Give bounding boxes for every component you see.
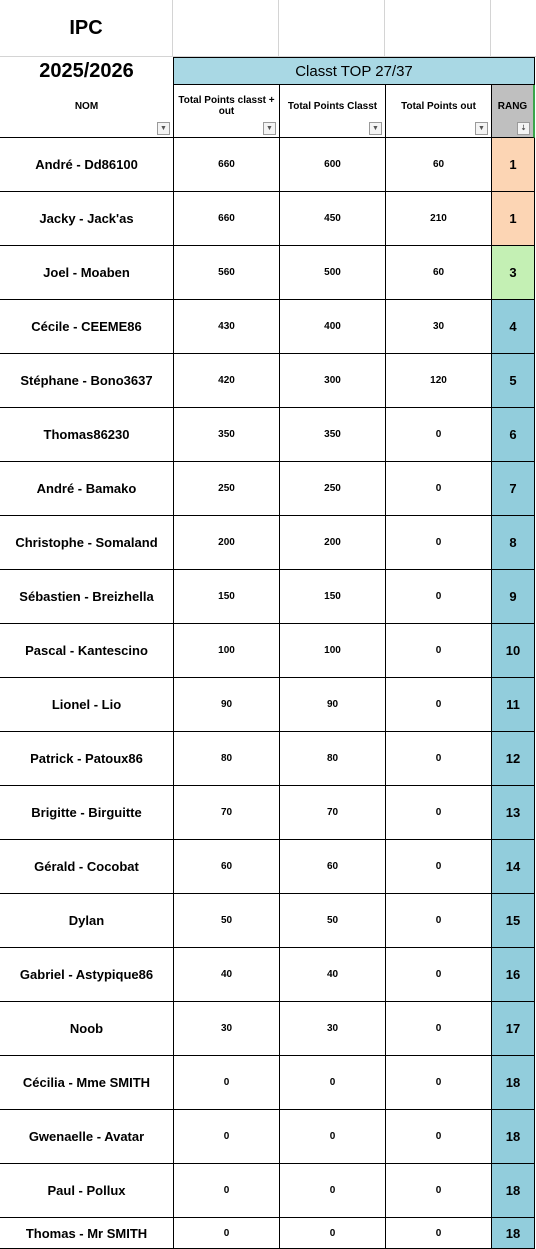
rang-cell[interactable]: 6 (491, 408, 535, 462)
total-classt-out-cell[interactable]: 660 (173, 138, 279, 192)
player-name-cell[interactable]: Jacky - Jack'as (0, 192, 173, 246)
rang-cell[interactable]: 4 (491, 300, 535, 354)
total-out-cell[interactable]: 60 (385, 246, 491, 300)
total-classt-out-cell[interactable]: 150 (173, 570, 279, 624)
header-rang[interactable] (491, 85, 535, 138)
player-name-cell[interactable]: Cécile - CEEME86 (0, 300, 173, 354)
rang-cell[interactable]: 7 (491, 462, 535, 516)
total-classt-out-cell[interactable]: 350 (173, 408, 279, 462)
player-name-cell[interactable]: Christophe - Somaland (0, 516, 173, 570)
total-classt-cell[interactable]: 0 (279, 1218, 385, 1249)
total-classt-out-cell[interactable]: 420 (173, 354, 279, 408)
player-name-cell[interactable]: André - Dd86100 (0, 138, 173, 192)
rang-cell[interactable]: 13 (491, 786, 535, 840)
total-classt-out-cell[interactable]: 80 (173, 732, 279, 786)
total-out-cell[interactable]: 210 (385, 192, 491, 246)
player-name-cell[interactable]: Paul - Pollux (0, 1164, 173, 1218)
total-classt-cell[interactable]: 150 (279, 570, 385, 624)
rang-cell[interactable]: 10 (491, 624, 535, 678)
rang-cell[interactable]: 18 (491, 1218, 535, 1249)
rang-cell[interactable]: 14 (491, 840, 535, 894)
total-classt-out-cell[interactable]: 560 (173, 246, 279, 300)
empty-cell[interactable] (385, 0, 491, 57)
total-classt-out-cell[interactable]: 70 (173, 786, 279, 840)
rang-cell[interactable]: 18 (491, 1056, 535, 1110)
total-classt-cell[interactable]: 200 (279, 516, 385, 570)
empty-cell[interactable] (279, 0, 385, 57)
header-total-out-label: Total Points out (401, 100, 476, 112)
player-name-cell[interactable]: Brigitte - Birguitte (0, 786, 173, 840)
total-out-cell[interactable]: 0 (385, 516, 491, 570)
player-name-cell[interactable]: Joel - Moaben (0, 246, 173, 300)
header-total-classt-out[interactable] (173, 85, 279, 138)
total-out-cell[interactable]: 0 (385, 1218, 491, 1249)
season-label[interactable]: 2025/2026 (39, 59, 134, 82)
player-name-cell[interactable]: Thomas - Mr SMITH (0, 1218, 173, 1249)
player-name-cell[interactable]: Pascal - Kantescino (0, 624, 173, 678)
rang-cell[interactable]: 1 (491, 138, 535, 192)
total-classt-out-cell[interactable]: 40 (173, 948, 279, 1002)
rang-cell[interactable]: 17 (491, 1002, 535, 1056)
player-name-cell[interactable]: Noob (0, 1002, 173, 1056)
player-name-cell[interactable]: Gwenaelle - Avatar (0, 1110, 173, 1164)
total-classt-cell[interactable]: 450 (279, 192, 385, 246)
total-classt-cell[interactable]: 80 (279, 732, 385, 786)
rang-cell[interactable]: 1 (491, 192, 535, 246)
empty-cell[interactable] (491, 0, 536, 57)
rang-cell[interactable]: 3 (491, 246, 535, 300)
header-nom-label: NOM (74, 100, 99, 112)
sort-filter-icon[interactable]: ⇣ (517, 122, 530, 135)
total-classt-cell[interactable]: 0 (279, 1110, 385, 1164)
player-name-cell[interactable]: Patrick - Patoux86 (0, 732, 173, 786)
rang-cell[interactable]: 12 (491, 732, 535, 786)
rang-cell[interactable]: 15 (491, 894, 535, 948)
total-classt-out-cell[interactable]: 0 (173, 1110, 279, 1164)
rang-cell[interactable]: 8 (491, 516, 535, 570)
total-classt-cell[interactable]: 50 (279, 894, 385, 948)
filter-dropdown-icon[interactable]: ▼ (369, 122, 382, 135)
total-out-cell[interactable]: 0 (385, 732, 491, 786)
total-out-cell[interactable]: 60 (385, 138, 491, 192)
total-out-cell[interactable]: 0 (385, 1164, 491, 1218)
total-classt-cell[interactable]: 90 (279, 678, 385, 732)
player-name-cell[interactable]: Gabriel - Astypique86 (0, 948, 173, 1002)
player-name-cell[interactable]: Dylan (0, 894, 173, 948)
empty-cell[interactable] (173, 0, 279, 57)
sheet-title[interactable]: IPC (0, 0, 173, 57)
total-out-cell[interactable]: 0 (385, 1056, 491, 1110)
total-out-cell[interactable]: 0 (385, 678, 491, 732)
total-classt-out-cell[interactable]: 660 (173, 192, 279, 246)
player-name-cell[interactable]: Gérald - Cocobat (0, 840, 173, 894)
total-classt-out-cell[interactable]: 0 (173, 1218, 279, 1249)
rang-cell[interactable]: 16 (491, 948, 535, 1002)
total-out-cell[interactable]: 0 (385, 894, 491, 948)
total-out-cell[interactable]: 0 (385, 1002, 491, 1056)
player-name-cell[interactable]: André - Bamako (0, 462, 173, 516)
total-classt-cell[interactable]: 70 (279, 786, 385, 840)
total-out-cell[interactable]: 0 (385, 840, 491, 894)
total-out-cell[interactable]: 30 (385, 300, 491, 354)
total-classt-out-cell[interactable]: 60 (173, 840, 279, 894)
classt-banner[interactable]: Classt TOP 27/37 (173, 57, 535, 85)
header-total-classt-label: Total Points Classt (287, 100, 378, 112)
total-classt-out-cell[interactable]: 50 (173, 894, 279, 948)
header-rang-label: RANG (497, 100, 528, 112)
total-classt-cell[interactable]: 0 (279, 1056, 385, 1110)
player-name-cell[interactable]: Stéphane - Bono3637 (0, 354, 173, 408)
total-classt-out-cell[interactable]: 250 (173, 462, 279, 516)
total-out-cell[interactable]: 0 (385, 408, 491, 462)
player-name-cell[interactable]: Lionel - Lio (0, 678, 173, 732)
total-classt-cell[interactable]: 40 (279, 948, 385, 1002)
player-name-cell[interactable]: Cécilia - Mme SMITH (0, 1056, 173, 1110)
total-classt-out-cell[interactable]: 30 (173, 1002, 279, 1056)
total-classt-out-cell[interactable]: 0 (173, 1056, 279, 1110)
total-out-cell[interactable]: 0 (385, 948, 491, 1002)
total-out-cell[interactable]: 0 (385, 786, 491, 840)
rang-cell[interactable]: 11 (491, 678, 535, 732)
total-out-cell[interactable]: 0 (385, 624, 491, 678)
header-total-classt-out-label: Total Points classt + out (178, 95, 275, 117)
filter-dropdown-icon[interactable]: ▼ (263, 122, 276, 135)
header-total-out[interactable] (385, 85, 491, 138)
total-out-cell[interactable]: 0 (385, 462, 491, 516)
total-classt-cell[interactable]: 60 (279, 840, 385, 894)
total-classt-out-cell[interactable]: 100 (173, 624, 279, 678)
rang-cell[interactable]: 18 (491, 1110, 535, 1164)
total-classt-out-cell[interactable]: 90 (173, 678, 279, 732)
total-classt-cell[interactable]: 30 (279, 1002, 385, 1056)
total-classt-out-cell[interactable]: 200 (173, 516, 279, 570)
filter-dropdown-icon[interactable]: ▼ (475, 122, 488, 135)
header-nom[interactable] (0, 85, 173, 138)
total-classt-cell[interactable]: 300 (279, 354, 385, 408)
player-name-cell[interactable]: Sébastien - Breizhella (0, 570, 173, 624)
total-classt-cell[interactable]: 0 (279, 1164, 385, 1218)
total-classt-out-cell[interactable]: 0 (173, 1164, 279, 1218)
total-classt-cell[interactable]: 100 (279, 624, 385, 678)
total-out-cell[interactable]: 0 (385, 1110, 491, 1164)
total-classt-out-cell[interactable]: 430 (173, 300, 279, 354)
player-name-cell[interactable]: Thomas86230 (0, 408, 173, 462)
rang-cell[interactable]: 18 (491, 1164, 535, 1218)
total-classt-cell[interactable]: 600 (279, 138, 385, 192)
total-out-cell[interactable]: 0 (385, 570, 491, 624)
total-out-cell[interactable]: 120 (385, 354, 491, 408)
total-classt-cell[interactable]: 500 (279, 246, 385, 300)
total-classt-cell[interactable]: 250 (279, 462, 385, 516)
filter-dropdown-icon[interactable]: ▼ (157, 122, 170, 135)
header-total-classt[interactable] (279, 85, 385, 138)
total-classt-cell[interactable]: 400 (279, 300, 385, 354)
rang-cell[interactable]: 9 (491, 570, 535, 624)
total-classt-cell[interactable]: 350 (279, 408, 385, 462)
rang-cell[interactable]: 5 (491, 354, 535, 408)
